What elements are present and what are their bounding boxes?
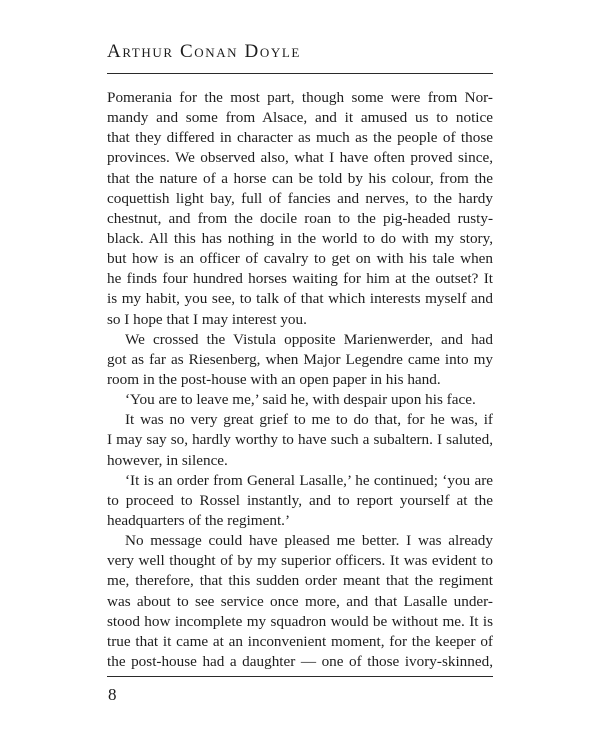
running-head-text: Arthur Conan Doyle bbox=[107, 41, 301, 62]
text-line: that the nature of a horse can be told by his colour, from the bbox=[107, 169, 493, 187]
text-line: to proceed to Rossel instantly, and to report yourself at the bbox=[107, 491, 493, 509]
text-line: ‘It is an order from General Lasalle,’ he continued; ‘you are bbox=[125, 471, 493, 489]
text-line: I may say so, hardly worthy to have such a subaltern. I saluted, bbox=[107, 431, 493, 449]
text-line: No message could have pleased me better. I was already bbox=[125, 532, 493, 550]
text-line: provinces. We observed also, what I have often proved since, bbox=[107, 149, 493, 167]
text-line: It was no very great grief to me to do that, for he was, if bbox=[125, 411, 493, 429]
text-line: Pomerania for the most part, though some were from Nor- bbox=[107, 89, 493, 106]
text-line: room in the post-house with an open paper in his hand. bbox=[107, 370, 441, 388]
text-line: black. All this has nothing in the world to do with my story, bbox=[107, 229, 493, 247]
text-line: got as far as Riesenberg, when Major Legendre came into my bbox=[107, 350, 493, 368]
text-line: coquettish light bay, full of fancies and nerves, to the hardy bbox=[107, 189, 493, 207]
text-line: however, in silence. bbox=[107, 451, 228, 469]
text-line: was about to see service once more, and that Lasalle under- bbox=[107, 592, 493, 610]
text-line: the post-house had a daughter — one of those ivory-skinned, bbox=[107, 652, 493, 670]
footer-rule bbox=[107, 676, 493, 677]
text-line: that they differed in character as much as the people of those bbox=[107, 129, 493, 147]
page-number: 8 bbox=[108, 685, 117, 704]
text-line: ‘You are to leave me,’ said he, with despair upon his face. bbox=[125, 391, 476, 409]
text-line: so I hope that I may interest you. bbox=[107, 310, 307, 328]
text-line: is my habit, you see, to talk of that which interests myself and bbox=[107, 290, 493, 308]
running-head bbox=[107, 41, 301, 63]
text-line: very well thought of by my superior officers. It was evident to bbox=[107, 552, 493, 570]
text-line: mandy and some from Alsace, and it amused us to notice bbox=[107, 109, 493, 127]
text-line: but how is an officer of cavalry to get on with his tale when bbox=[107, 250, 493, 268]
text-line: stood how incomplete my squadron would be without me. It is bbox=[107, 612, 493, 630]
text-line: me, therefore, that this sudden order meant that the regiment bbox=[107, 572, 493, 590]
header-rule bbox=[107, 73, 493, 74]
body-text bbox=[107, 88, 493, 672]
text-line: We crossed the Vistula opposite Marienwerder, and had bbox=[125, 330, 493, 348]
text-line: chestnut, and from the docile roan to the pig-headed rusty- bbox=[107, 209, 493, 227]
text-line: headquarters of the regiment.’ bbox=[107, 511, 291, 529]
text-line: he finds four hundred horses waiting for him at the outset? It bbox=[107, 270, 493, 288]
text-line: true that it came at an inconvenient moment, for the keeper of bbox=[107, 632, 493, 650]
